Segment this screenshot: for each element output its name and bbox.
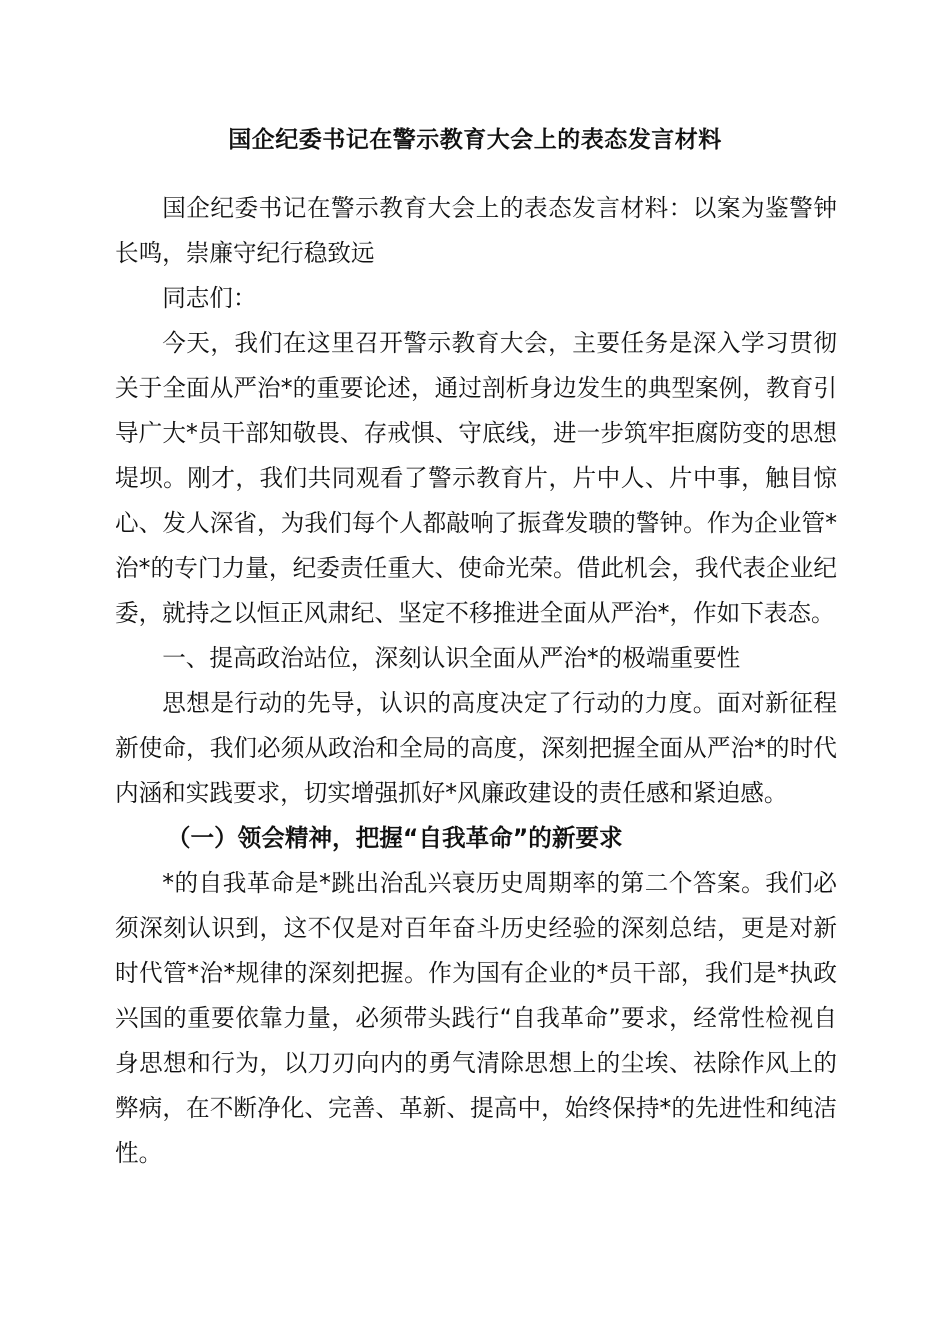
subtitle-paragraph: 国企纪委书记在警示教育大会上的表态发言材料：以案为鉴警钟长鸣，崇廉守纪行稳致远 <box>115 194 837 267</box>
intro-paragraph: 今天，我们在这里召开警示教育大会，主要任务是深入学习贯彻关于全面从严治*的重要论述，通过剖析身边发生的典型案例，教育引导广大*员干部知敬畏、存戒惧、守底线，进一步筑牢拒腐防变的思想堤坝。刚才，我们共同观看了警示教育片，片中人、片中事，触目惊心、发人深省，为我们每个人都敲响了振聋发聩的警钟。作为企业管*治*的专门力量，纪委责任重大、使命光荣。借此机会，我代表企业纪委，就持之以恒正风肃纪、坚定不移推进全面从严治*，作如下表态。 <box>115 329 837 627</box>
salutation-paragraph: 同志们： <box>162 284 257 312</box>
subsection-1-paragraph: *的自我革命是*跳出治乱兴衰历史周期率的第二个答案。我们必须深刻认识到，这不仅是对百年奋斗历史经验的深刻总结，更是对新时代管*治*规律的深刻把握。作为国有企业的*员干部，我们是*执政兴国的重要依靠力量，必须带头践行“自我革命”要求，经常性检视自身思想和行为，以刀刃向内的勇气清除思想上的尘埃、祛除作风上的弊病，在不断净化、完善、革新、提高中，始终保持*的先进性和纯洁性。 <box>115 869 837 1167</box>
subsection-heading-1: （一）领会精神，把握“自我革命”的新要求 <box>166 824 623 852</box>
section-heading-1: 一、提高政治站位，深刻认识全面从严治*的极端重要性 <box>162 644 741 672</box>
section-1-paragraph: 思想是行动的先导，认识的高度决定了行动的力度。面对新征程新使命，我们必须从政治和全局的高度，深刻把握全面从严治*的时代内涵和实践要求，切实增强抓好*风廉政建设的责任感和紧迫感。 <box>115 689 837 807</box>
document-title: 国企纪委书记在警示教育大会上的表态发言材料 <box>228 127 722 153</box>
document-body <box>115 186 837 1176</box>
